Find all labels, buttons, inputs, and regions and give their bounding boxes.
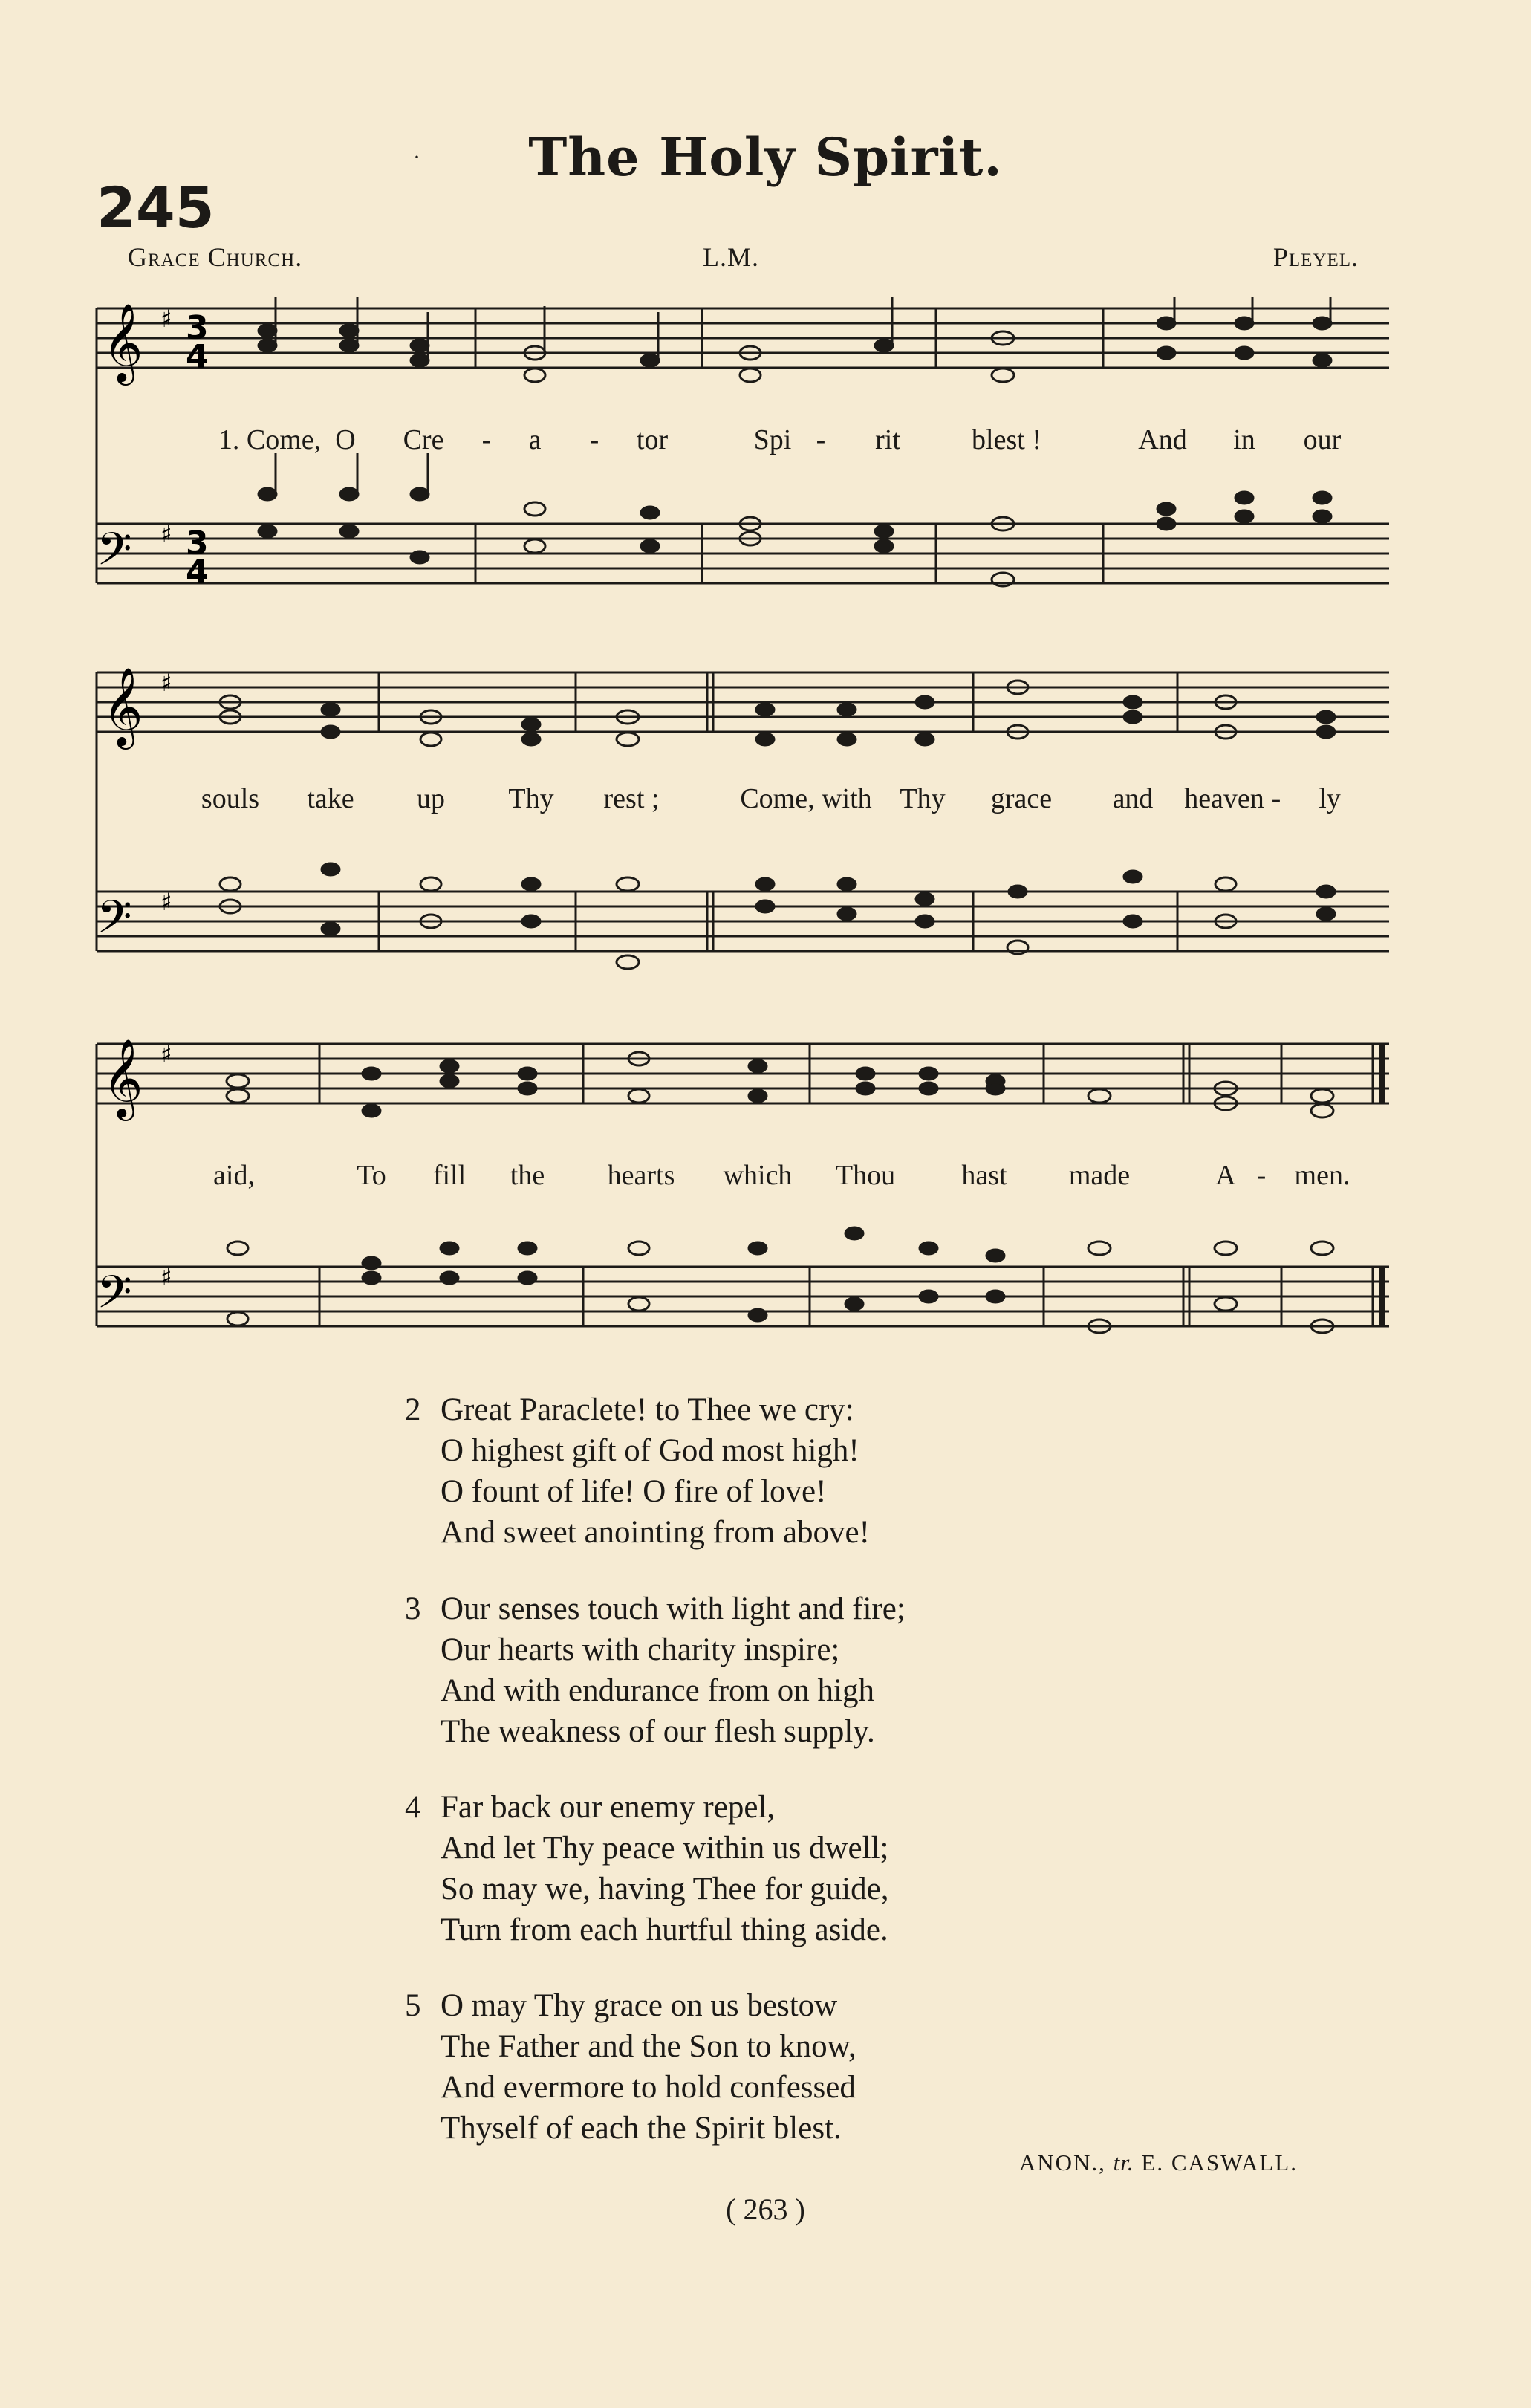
verse-line: So may we, having Thee for guide,: [441, 1872, 889, 1906]
lyric-syllable: a: [528, 424, 542, 455]
sharp-icon: ♯: [160, 1263, 172, 1291]
lyric-hyphen: -: [816, 424, 826, 455]
lyric-syllable: up: [417, 783, 445, 814]
time-signature-top: 3: [186, 525, 209, 562]
lyric-syllable: souls: [201, 783, 260, 814]
lyric-syllable: 1. Come,: [218, 424, 322, 455]
verse-line: Our senses touch with light and fire;: [441, 1591, 906, 1626]
lyric-syllable: fill: [432, 1160, 467, 1191]
time-signature-bottom: 4: [186, 554, 209, 591]
lyric-syllable: Cre: [403, 424, 444, 455]
lyric-syllable: heaven: [1184, 783, 1264, 814]
lyric-syllable: Thou: [835, 1160, 896, 1191]
verse-line: The Father and the Son to know,: [441, 2029, 856, 2064]
lyric-syllable: which: [723, 1160, 793, 1191]
ornament-dot: ·: [413, 145, 420, 169]
verse-3: [405, 1588, 906, 1752]
lyrics-line-1: [97, 423, 1397, 461]
lyric-syllable: A: [1215, 1160, 1236, 1191]
meter: L.M.: [703, 242, 759, 272]
lyric-syllable: men.: [1294, 1160, 1350, 1191]
verse-number: 3: [405, 1591, 421, 1626]
verse-line: Our hearts with charity inspire;: [441, 1632, 840, 1667]
lyric-syllable: hearts: [607, 1160, 675, 1191]
lyric-syllable: made: [1068, 1160, 1131, 1191]
composer: Pleyel.: [1272, 242, 1359, 272]
lyric-hyphen: -: [481, 424, 492, 455]
treble-clef-icon: 𝄞: [103, 666, 143, 746]
lyric-syllable: rest ;: [603, 783, 660, 814]
lyric-syllable: O: [335, 424, 356, 455]
translator-name: E. CASWALL.: [1141, 2149, 1298, 2175]
verse-line: And with endurance from on high: [441, 1673, 874, 1708]
verse-line: And sweet anointing from above!: [441, 1515, 870, 1550]
author-name: ANON.,: [1018, 2149, 1106, 2175]
verse-line: Far back our enemy repel,: [441, 1790, 776, 1825]
music-system-3: [0, 1033, 1531, 1360]
verse-line: O may Thy grace on us bestow: [441, 1988, 838, 2023]
bass-clef-icon: 𝄢: [97, 523, 132, 587]
sharp-icon: ♯: [160, 888, 172, 916]
translator-prefix: tr.: [1113, 2149, 1134, 2175]
lyric-syllable: take: [307, 783, 354, 814]
verse-number: 4: [405, 1790, 421, 1825]
treble-clef-icon: 𝄞: [103, 1038, 143, 1117]
verse-line: Thyself of each the Spirit blest.: [441, 2111, 842, 2146]
lyric-syllable: Thy: [900, 783, 946, 814]
lyrics-line-3: [97, 1159, 1397, 1196]
treble-clef-icon: 𝄞: [103, 302, 143, 382]
sharp-icon: ♯: [160, 305, 172, 333]
bass-clef-icon: 𝄢: [97, 891, 132, 955]
sharp-icon: ♯: [160, 1040, 172, 1068]
lyric-syllable: And: [1138, 424, 1187, 455]
lyric-hyphen: -: [1271, 783, 1281, 814]
bass-clef-icon: 𝄢: [97, 1266, 132, 1330]
verse-line: And let Thy peace within us dwell;: [441, 1831, 889, 1866]
verse-4: [405, 1787, 888, 1950]
tune-name: Grace Church.: [128, 242, 303, 272]
sharp-icon: ♯: [160, 669, 172, 697]
verse-number: 2: [405, 1392, 421, 1427]
lyric-syllable: our: [1303, 424, 1342, 455]
lyric-syllable: aid,: [213, 1160, 255, 1191]
lyric-syllable: rit: [875, 424, 900, 455]
lyric-syllable: grace: [990, 783, 1053, 814]
verse-5: [405, 1985, 856, 2149]
music-system-1: [0, 297, 1531, 624]
verse-line: Great Paraclete! to Thee we cry:: [441, 1392, 854, 1427]
lyric-syllable: in: [1233, 424, 1255, 455]
verse-line: And evermore to hold confessed: [441, 2070, 856, 2105]
lyric-hyphen: -: [589, 424, 599, 455]
lyric-syllable: tor: [636, 424, 669, 455]
sharp-icon: ♯: [160, 520, 172, 548]
lyric-syllable: blest !: [972, 424, 1041, 455]
verse-line: The weakness of our flesh supply.: [441, 1714, 875, 1749]
lyric-syllable: Thy: [508, 783, 554, 814]
verse-line: O highest gift of God most high!: [441, 1433, 859, 1468]
lyric-syllable: the: [510, 1160, 545, 1191]
verse-line: Turn from each hurtful thing aside.: [441, 1912, 888, 1947]
author-credit: [1019, 2149, 1298, 2176]
lyric-syllable: hast: [961, 1160, 1007, 1191]
music-system-2: [0, 661, 1531, 981]
verse-2: [405, 1389, 870, 1553]
hymn-number: 245: [97, 175, 215, 241]
verse-number: 5: [405, 1988, 421, 2023]
lyric-syllable: ly: [1319, 783, 1341, 814]
lyric-syllable: Spi: [753, 424, 792, 455]
time-signature-top: 3: [186, 309, 209, 347]
verse-line: O fount of life! O fire of love!: [441, 1474, 827, 1509]
lyrics-line-2: [97, 782, 1397, 820]
lyric-syllable: To: [357, 1160, 386, 1191]
lyric-hyphen: -: [1256, 1160, 1267, 1191]
lyric-syllable: and: [1112, 783, 1154, 814]
section-title: The Holy Spirit.: [528, 126, 1003, 188]
page-number: ( 263 ): [726, 2193, 805, 2226]
lyric-syllable: Come, with: [740, 783, 872, 814]
time-signature-bottom: 4: [186, 338, 209, 376]
